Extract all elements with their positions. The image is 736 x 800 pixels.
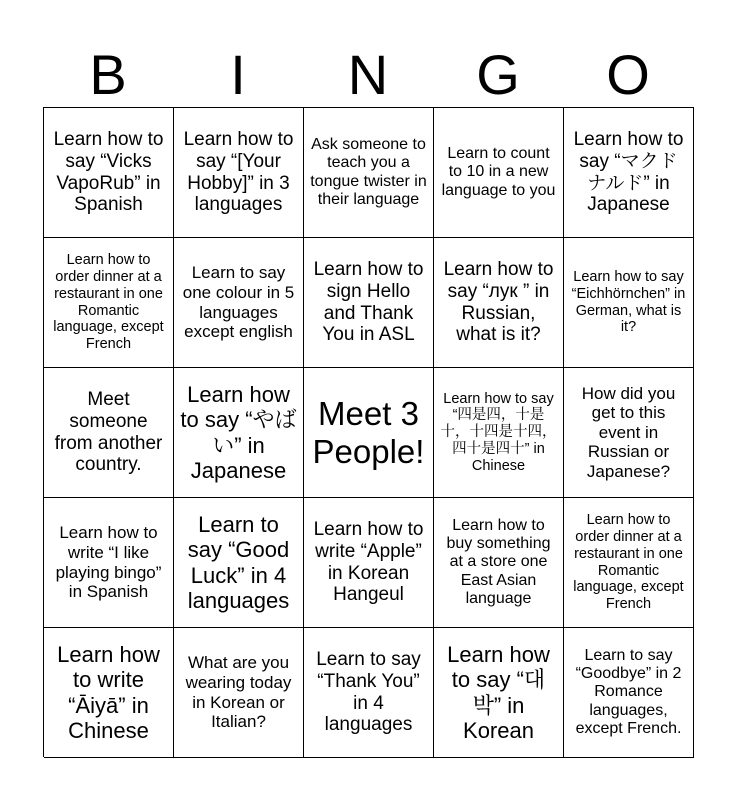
cell-text: Learn how to say “やばい” in Japanese — [180, 381, 297, 483]
header-letter-g: G — [476, 43, 520, 106]
bingo-cell-r5-c3[interactable] — [304, 628, 434, 758]
bingo-cell-r2-c3[interactable] — [304, 238, 434, 368]
bingo-cell-r5-c5[interactable] — [564, 628, 694, 758]
bingo-cell-r5-c4[interactable] — [434, 628, 564, 758]
cell-text: How did you get to this event in Russian or Japanese? — [581, 383, 676, 481]
cell-text: What are you wearing today in Korean or Italian? — [185, 653, 292, 732]
header-letter-n: N — [347, 43, 389, 106]
cell-text: Learn how to say “Vicks VapoRub” in Spanish — [53, 128, 164, 216]
bingo-cell-r2-c4[interactable] — [434, 238, 564, 368]
bingo-cell-r1-c2[interactable] — [174, 108, 304, 238]
bingo-cell-r4-c1[interactable] — [44, 498, 174, 628]
bingo-cell-r1-c4[interactable] — [434, 108, 564, 238]
cell-text: Learn how to write “Apple” in Korean Hangeul — [313, 518, 424, 606]
bingo-cell-r5-c1[interactable] — [44, 628, 174, 758]
bingo-cell-r4-c5[interactable] — [564, 498, 694, 628]
bingo-cell-r3-c2[interactable] — [174, 368, 304, 498]
cell-text: Learn how to say “대박” in Korean — [447, 641, 550, 743]
bingo-cell-r4-c4[interactable] — [434, 498, 564, 628]
bingo-cell-r1-c1[interactable] — [44, 108, 174, 238]
cell-text: Learn how to order dinner at a restaurant in one Romantic language, except French — [53, 252, 164, 352]
bingo-card-grid — [43, 107, 694, 757]
cell-text: Learn to say one colour in 5 languages except english — [182, 263, 295, 342]
cell-text: Learn how to write “Āiyā” in Chinese — [57, 641, 160, 743]
cell-text: Learn to say “Goodbye” in 2 Romance languages, except French. — [575, 646, 682, 738]
bingo-cell-r3-c4[interactable] — [434, 368, 564, 498]
cell-text: Learn how to buy something at a store one East Asian language — [446, 516, 551, 608]
bingo-cell-r4-c3[interactable] — [304, 498, 434, 628]
cell-text: Learn to count to 10 in a new language to you — [441, 144, 556, 199]
cell-text: Meet someone from another country. — [54, 388, 163, 476]
bingo-cell-r3-c5[interactable] — [564, 368, 694, 498]
bingo-cell-r3-c1[interactable] — [44, 368, 174, 498]
cell-text: Learn how to say “四是四，十是十，十四是十四，四十是四十” in Chinese — [440, 390, 557, 474]
cell-text: Learn how to say “[Your Hobby]” in 3 languages — [183, 128, 294, 216]
bingo-cell-r1-c3[interactable] — [304, 108, 434, 238]
cell-text: Learn how to say “лук ” in Russian, what is it? — [443, 258, 554, 346]
cell-text: Learn how to say “マクドナルド” in Japanese — [573, 128, 684, 216]
cell-text: Learn how to sign Hello and Thank You in ASL — [313, 258, 424, 346]
cell-text: Learn how to order dinner at a restaurant in one Romantic language, except French — [573, 512, 684, 612]
cell-text: Ask someone to teach you a tongue twister in their language — [310, 135, 427, 208]
header-letter-b: B — [89, 43, 127, 106]
bingo-cell-r2-c2[interactable] — [174, 238, 304, 368]
cell-text: Learn to say “Thank You” in 4 languages — [316, 648, 421, 736]
cell-text: Learn how to write “I like playing bingo” in Spanish — [55, 523, 162, 602]
bingo-cell-r5-c2[interactable] — [174, 628, 304, 758]
bingo-cell-r1-c5[interactable] — [564, 108, 694, 238]
bingo-cell-r2-c5[interactable] — [564, 238, 694, 368]
bingo-cell-r4-c2[interactable] — [174, 498, 304, 628]
bingo-cell-free[interactable] — [304, 368, 434, 498]
bingo-cell-r2-c1[interactable] — [44, 238, 174, 368]
cell-text: Meet 3 People! — [312, 394, 425, 470]
cell-text: Learn to say “Good Luck” in 4 languages — [187, 511, 290, 613]
bingo-header — [43, 44, 693, 106]
cell-text: Learn how to say “Eichhörnchen” in German, what is it? — [571, 269, 686, 336]
header-letter-o: O — [606, 43, 650, 106]
header-letter-i: I — [230, 43, 246, 106]
